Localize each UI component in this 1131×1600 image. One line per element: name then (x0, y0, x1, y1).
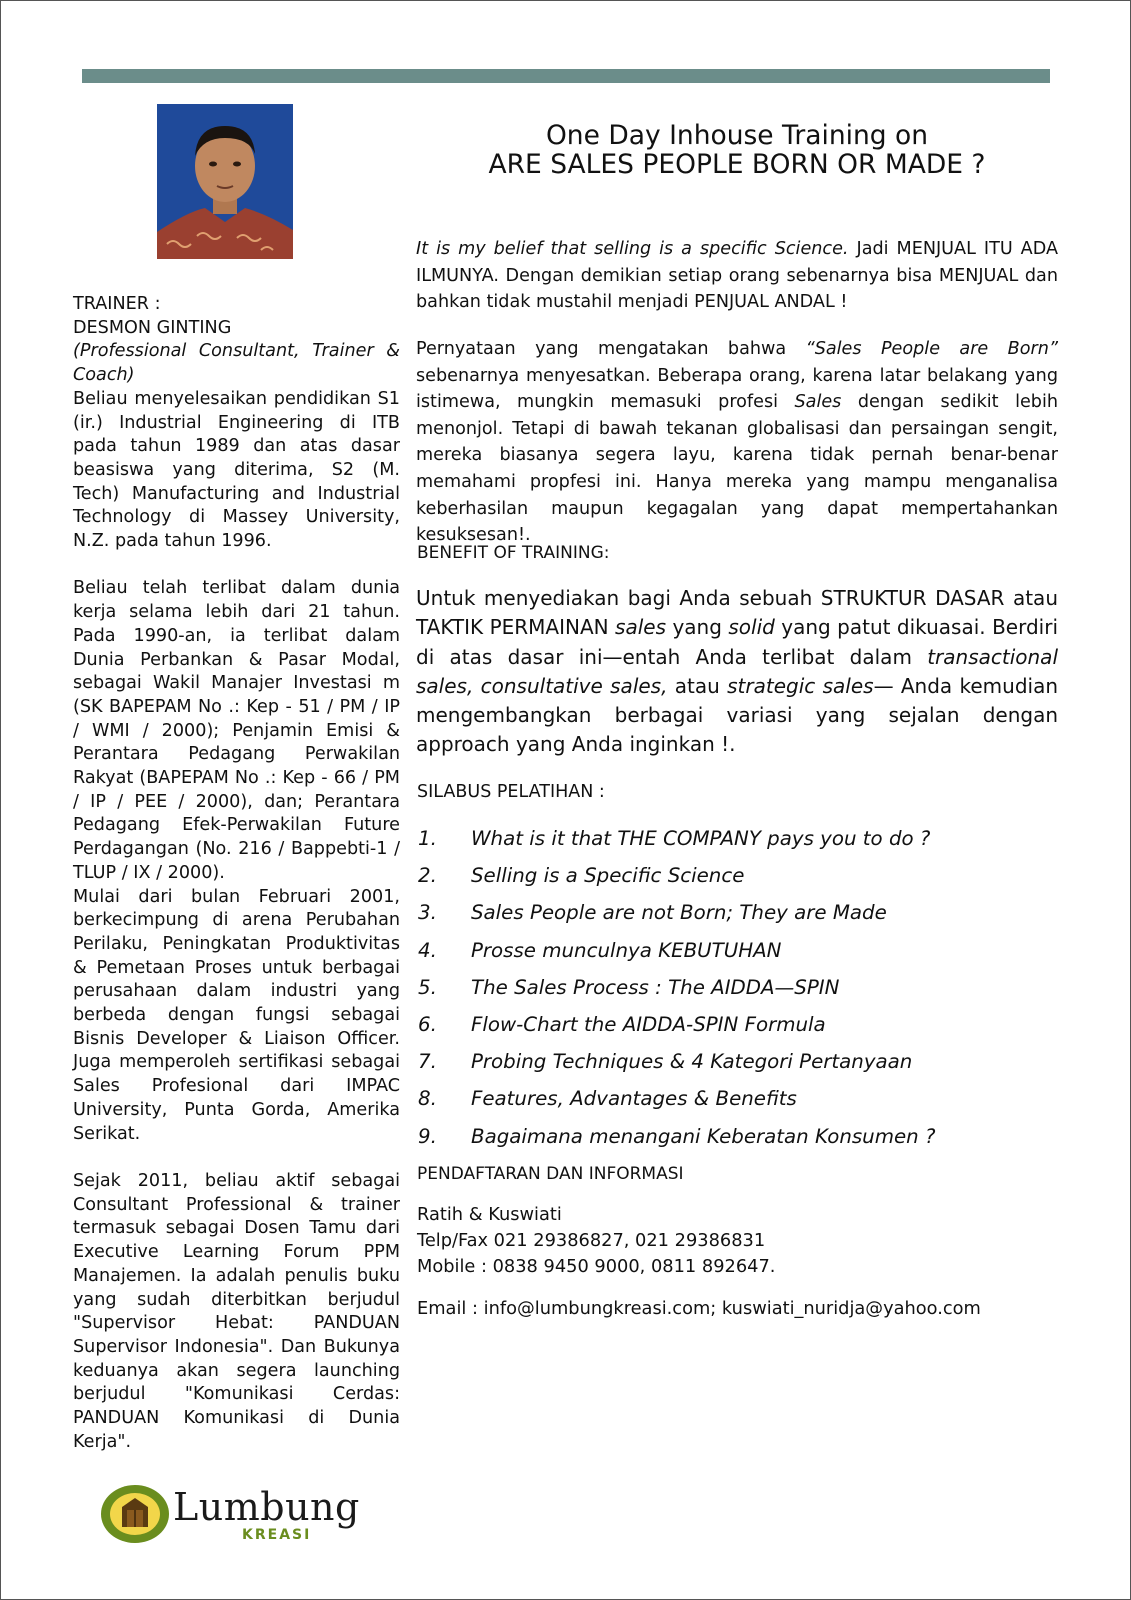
syllabus-text: Bagaimana menangani Keberatan Konsumen ? (471, 1124, 936, 1148)
syllabus-text: Probing Techniques & 4 Kategori Pertanyaan (471, 1050, 913, 1074)
syllabus-list (418, 827, 1058, 1162)
syllabus-item (418, 1013, 1058, 1050)
syllabus-item (418, 1087, 1058, 1124)
contact-names: Ratih & Kuswiati (417, 1204, 562, 1225)
trainer-bio-career: Beliau telah terlibat dalam dunia kerja selama lebih dari 21 tahun. Pada 1990-an, ia terlibat dalam Dunia Perbankan & Pasar Modal, sebagai Wakil Manajer Investasi m (SK BAPEPAM No .: Kep - 51 / PM / IP / WMI / 2000); Penjamin Emisi & Perantara Pedagang Perwakilan Rakyat (BAPEPAM No .: Kep - 66 / PM / IP / PEE / 2000), dan; Perantara Pedagang Efek-Perwakilan Future Perdagangan (No. 216 / Bappebti-1 / TLUP / IX / 2000). (73, 578, 400, 883)
header-bar (82, 69, 1050, 83)
benefit-text-5: — Anda kemudian mengembangkan berbagai variasi yang sejalan dengan approach yang Anda inginkan !. (416, 673, 1059, 757)
benefit-paragraph (416, 584, 1058, 760)
contact-block (417, 1202, 775, 1281)
logo-subtitle: KREASI (242, 1527, 312, 1543)
intro-paragraph (416, 236, 1058, 316)
title-line-1: One Day Inhouse Training on (545, 120, 929, 151)
statement-quote-1: “Sales People are Born” (805, 339, 1058, 359)
syllabus-text: Selling is a Specific Science (471, 864, 745, 888)
syllabus-item (418, 1125, 1058, 1162)
title-line-2: ARE SALES PEOPLE BORN OR MADE ? (488, 149, 986, 180)
benefit-text-1: Untuk menyediakan bagi Anda sebuah STRUKTUR DASAR atau TAKTIK PERMAINAN (416, 586, 1058, 640)
statement-text-3: dengan sedikit lebih menonjol. Tetapi di bawah tekanan globalisasi dan persaingan sengit, mereka biasanya segera layu, karena tidak pernah benar-benar memahami propfesi ini. Hanya mereka yang mampu menganalisa keberhasilan maupun kegagalan yang dapat mempertahankan kesuksesan!. (416, 392, 1058, 546)
benefit-heading: BENEFIT OF TRAINING: (417, 543, 610, 563)
syllabus-text: Flow-Chart the AIDDA-SPIN Formula (471, 1012, 826, 1036)
trainer-bio-author: Sejak 2011, beliau aktif sebagai Consultant Professional & trainer termasuk sebagai Dosen Tamu dari Executive Learning Forum PPM Manajemen. Ia adalah penulis buku yang sudah diterbitkan berjudul "Supervisor Hebat: PANDUAN Supervisor Indonesia". Dan Bukunya keduanya akan segera launching berjudul "Komunikasi Cerdas: PANDUAN Komunikasi di Dunia Kerja". (73, 1170, 400, 1452)
syllabus-number: 1. (418, 827, 437, 850)
benefit-italic-4: strategic sales (727, 673, 874, 698)
syllabus-text: What is it that THE COMPANY pays you to do ? (471, 827, 931, 850)
barn-emblem-icon (100, 1483, 170, 1545)
syllabus-number: 6. (418, 1012, 437, 1036)
trainer-column (73, 293, 400, 1454)
syllabus-number: 8. (418, 1087, 437, 1111)
syllabus-number: 2. (418, 864, 437, 888)
benefit-italic-2: solid (728, 615, 775, 640)
contact-phone: Telp/Fax 021 29386827, 021 29386831 (417, 1230, 766, 1252)
benefit-italic-3: transactional sales, consultative sales, (416, 644, 1058, 698)
statement-text-2: sebenarnya menyesatkan. Beberapa orang, karena latar belakang yang istimewa, mungkin memasuki profesi (416, 365, 1058, 413)
syllabus-item (418, 864, 1058, 901)
intro-italic: It is my belief that selling is a specific Science. (416, 239, 849, 259)
syllabus-text: Sales People are not Born; They are Made (471, 901, 887, 925)
contact-email: Email : info@lumbungkreasi.com; kuswiati_nuridja@yahoo.com (417, 1298, 981, 1319)
contact-heading: PENDAFTARAN DAN INFORMASI (417, 1164, 684, 1184)
syllabus-item (418, 901, 1058, 938)
trainer-photo (157, 104, 293, 259)
benefit-text-2: yang (666, 615, 729, 640)
statement-paragraph (416, 336, 1058, 549)
statement-quote-2: Sales (794, 392, 842, 413)
benefit-text-4: atau (667, 673, 728, 698)
benefit-text-3: yang patut dikuasai. Berdiri di atas dasar ini—entah Anda terlibat dalam (416, 615, 1059, 669)
trainer-bio-education: Beliau menyelesaikan pendidikan S1 (ir.) Industrial Engineering di ITB pada tahun 1989 dan atas dasar beasiswa yang diterima, S2 (M. Tech) Manufacturing and Industrial Technology di Massey University, N.Z. pada tahun 1996. (73, 388, 400, 552)
syllabus-number: 4. (418, 938, 437, 962)
intro-rest: Jadi MENJUAL ITU ADA ILMUNYA. Dengan demikian setiap orang sebenarnya bisa MENJUAL dan bahkan tidak mustahil menjadi PENJUAL ANDAL ! (416, 239, 1058, 313)
statement-text-1: Pernyataan yang mengatakan bahwa (416, 339, 806, 359)
syllabus-text: Prosse munculnya KEBUTUHAN (471, 938, 782, 962)
trainer-label: TRAINER : (73, 294, 161, 314)
syllabus-item (418, 1050, 1058, 1087)
trainer-role: (Professional Consultant, Trainer & Coach) (73, 341, 400, 386)
syllabus-text: The Sales Process : The AIDDA—SPIN (471, 975, 840, 999)
benefit-italic-1: sales (615, 615, 667, 640)
syllabus-number: 7. (418, 1050, 437, 1074)
logo-wordmark: Lumbung (173, 1485, 360, 1529)
lumbung-kreasi-logo (100, 1483, 385, 1545)
syllabus-item (418, 827, 1058, 864)
syllabus-item (418, 939, 1058, 976)
syllabus-number: 3. (418, 901, 437, 925)
syllabus-heading: SILABUS PELATIHAN : (417, 782, 605, 802)
syllabus-item (418, 976, 1058, 1013)
contact-mobile: Mobile : 0838 9450 9000, 0811 892647. (417, 1256, 776, 1278)
trainer-portrait-illustration (157, 104, 293, 259)
trainer-bio-consulting: Mulai dari bulan Februari 2001, berkecimpung di arena Perubahan Perilaku, Peningkatan Produktivitas & Pemetaan Proses untuk berbagai perusahaan dalam industri yang berbeda dengan fungsi sebagai Bisnis Developer & Liaison Officer. Juga memperoleh sertifikasi sebagai Sales Profesional dari IMPAC University, Punta Gorda, Amerika Serikat. (73, 886, 400, 1144)
syllabus-number: 5. (418, 975, 437, 999)
syllabus-text: Features, Advantages & Benefits (471, 1087, 797, 1111)
page-title (416, 121, 1058, 179)
trainer-name: DESMON GINTING (73, 317, 232, 338)
syllabus-number: 9. (418, 1124, 437, 1148)
